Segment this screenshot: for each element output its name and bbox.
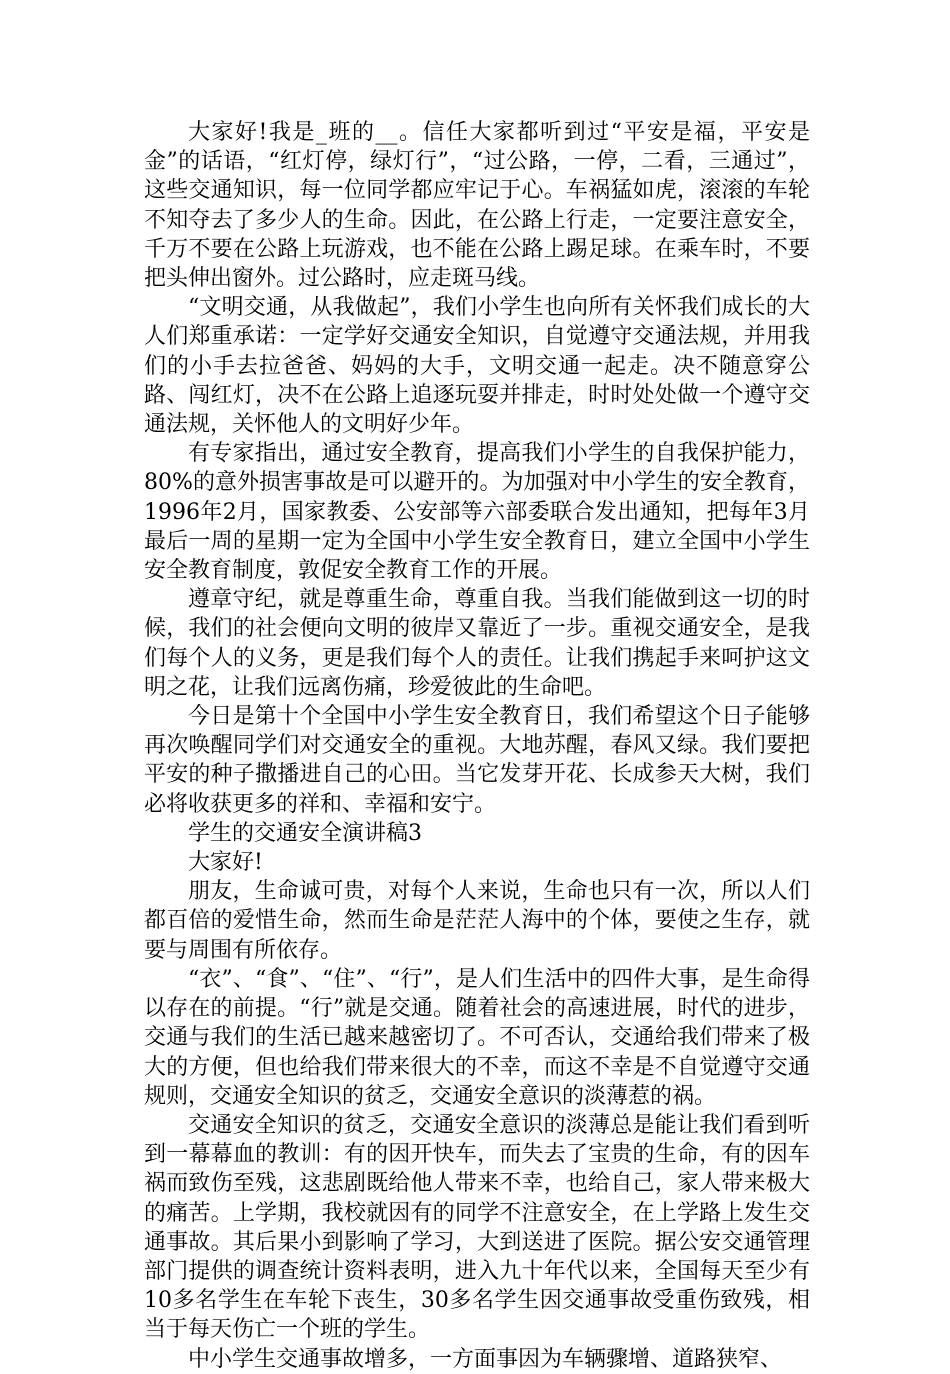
speech-heading: 学生的交通安全演讲稿3 (188, 820, 422, 846)
paragraph-intro: 大家好!我是_班的__。信任大家都听到过“平安是福，平安是金”的话语，“红灯停，绿灯行”，“过公路，一停，二看，三通过”，这些交通知识，每一位同学都应牢记于心。车祸猛如虎，滚滚的车轮不知夺去了多少人的生命。因此，在公路上行走，一定要注意安全，千万不要在公路上玩游戏，也不能在公路上踢足球。在乘车时，不要把头伸出窗外。过公路时，应走斑马线。 (144, 120, 810, 292)
paragraph-lessons: 交通安全知识的贫乏，交通安全意识的淡薄总是能让我们看到听到一幕幕血的教训：有的因开快车，而失去了宝贵的生命，有的因车祸而致伤至残，这悲剧既给他人带来不幸，也给自己，家人带来极大的痛苦。上学期，我校就因有的同学不注意安全，在上学路上发生交通事故。其后果小到影响了学习，大到送进了医院。据公安交通管理部门提供的调查统计资料表明，进入九十年代以来，全国每天至少有10多名学生在车轮下丧生，30多名学生因交通事故受重伤致残，相当于每天伤亡一个班的学生。 (144, 1112, 810, 1343)
paragraph-safety-day: 今日是第十个全国中小学生安全教育日，我们希望这个日子能够再次唤醒同学们对交通安全的重视。大地苏醒，春风又绿。我们要把平安的种子撒播进自己的心田。当它发芽开花、长成参天大树，我们必将收获更多的祥和、幸福和安宁。 (144, 704, 810, 817)
paragraph-four-matters: “衣”、“食”、“住”、“行”，是人们生活中的四件大事，是生命得以存在的前提。“行”就是交通。随着社会的高速进展，时代的进步，交通与我们的生活已越来越密切了。不可否认，交通给我们带来了极大的方便，但也给我们带来很大的不幸，而这不幸是不自觉遵守交通规则，交通安全知识的贫乏，交通安全意识的淡薄惹的祸。 (144, 966, 810, 1109)
document-page (144, 118, 810, 1374)
greeting: 大家好! (188, 850, 263, 876)
paragraph-pledge: “文明交通，从我做起”，我们小学生也向所有关怀我们成长的大人们郑重承诺：一定学好交通安全知识，自觉遵守交通法规，并用我们的小手去拉爸爸、妈妈的大手，文明交通一起走。决不随意穿公路、闯红灯，决不在公路上追逐玩耍并排走，时时处处做一个遵守交通法规，关怀他人的文明好少年。 (144, 295, 810, 438)
paragraph-discipline: 遵章守纪，就是尊重生命，尊重自我。当我们能做到这一切的时候，我们的社会便向文明的彼岸又靠近了一步。重视交通安全，是我们每个人的义务，更是我们每个人的责任。让我们携起手来呵护这文明之花，让我们远离伤痛，珍爱彼此的生命吧。 (144, 587, 810, 700)
paragraph-accidents: 中小学生交通事故增多，一方面事因为车辆骤增、道路狭窄、 (188, 1346, 783, 1372)
paragraph-life: 朋友，生命诚可贵，对每个人来说，生命也只有一次，所以人们都百倍的爱惜生命，然而生命是茫茫人海中的个体，要使之生存，就要与周围有所依存。 (144, 879, 810, 963)
paragraph-expert: 有专家指出，通过安全教育，提高我们小学生的自我保护能力，80%的意外损害事故是可以避开的。为加强对中小学生的安全教育，1996年2月，国家教委、公安部等六部委联合发出通知，把每年3月最后一周的星期一定为全国中小学生安全教育日，建立全国中小学生安全教育制度，敦促安全教育工作的开展。 (144, 441, 810, 584)
